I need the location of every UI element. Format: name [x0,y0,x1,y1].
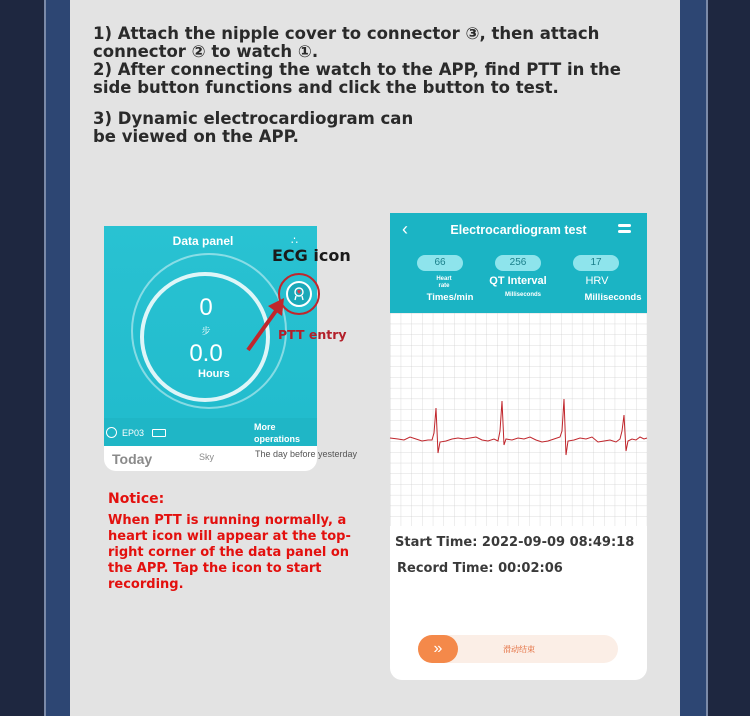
tab-day-before-yesterday[interactable]: The day before yesterday [255,449,358,459]
qt-interval-value: 256 [495,255,541,271]
heart-rate-value: 66 [417,255,463,271]
right-border-band [680,0,706,716]
ecg-icon-callout: ECG icon [272,246,351,265]
share-icon[interactable]: ∴ [291,235,298,247]
steps-unit: 步 [201,326,211,336]
ptt-arrow-icon [240,292,290,354]
more-operations-line-2: operations [254,434,301,444]
hrv-label: HRV [585,275,609,287]
slide-to-end-label: 滑动结束 [503,645,535,654]
instruction-step-3-line-2: be viewed on the APP. [93,127,299,146]
ecg-screen-title: Electrocardiogram test [450,223,587,237]
hrv-value: 17 [573,255,619,271]
steps-value: 0 [199,294,213,321]
more-operations-button[interactable] [254,421,300,445]
heart-rate-unit: Times/min [426,292,474,303]
hours-unit: Hours [198,368,230,380]
right-edge-line [706,0,708,716]
hours-value: 0.0 [189,340,223,367]
qt-interval-unit: Milliseconds [504,292,541,298]
ecg-test-screenshot [390,213,647,680]
data-panel-title: Data panel [172,234,234,248]
left-border-band [46,0,70,716]
instruction-step-1: 1) Attach the nipple cover to connector ③, then attach connector ② to watch ①. [93,24,600,61]
instruction-step-2: 2) After connecting the watch to the APP, find PTT in the side button functions and click the button to test. [93,60,621,97]
more-operations-line-1: More [254,422,276,432]
notice-title: Notice: [108,491,165,507]
heart-rate-label [420,276,468,290]
slide-to-end-slider[interactable] [418,635,618,663]
record-time: Record Time: 00:02:06 [397,561,563,576]
settings-toggle-icon[interactable] [618,224,631,236]
left-edge-line [44,0,46,716]
heart-rate-label-line-1: Heart [436,276,452,282]
tab-today[interactable]: Today [112,451,153,467]
notice-body: When PTT is running normally, a heart icon will appear at the top-right corner of the data panel on the APP. Tap the icon to start recording. [108,513,351,592]
ecg-chart [390,313,647,526]
start-time: Start Time: 2022-09-09 08:49:18 [395,535,635,550]
device-name: EP03 [122,428,145,438]
back-arrow-icon[interactable]: ‹ [402,219,408,239]
ptt-entry-callout: PTT entry [278,327,347,342]
watch-icon [106,427,117,438]
double-chevron-right-icon[interactable]: » [418,635,458,663]
ecg-grid [390,313,647,526]
qt-interval-label: QT Interval [489,275,547,287]
notice-block [108,491,358,593]
heart-rate-label-line-2: rate [438,283,450,289]
hrv-unit: Milliseconds [584,292,642,303]
instruction-step-3-line-1: 3) Dynamic electrocardiogram can [93,109,414,128]
battery-icon [152,429,166,437]
instructions [93,25,653,146]
tab-sky[interactable]: Sky [199,452,215,462]
